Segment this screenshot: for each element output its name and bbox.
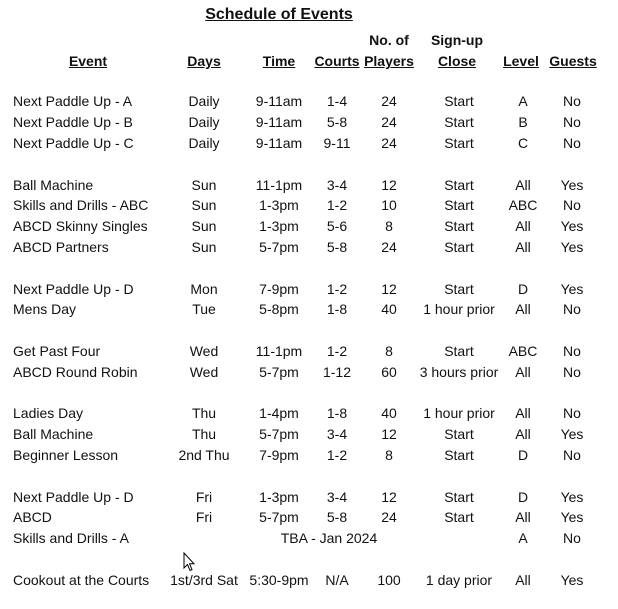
cell-days: Sun xyxy=(191,197,217,213)
header-signup-bottom: Close xyxy=(437,53,477,69)
cell-courts: 5-8 xyxy=(326,239,348,255)
cell-days: Daily xyxy=(188,114,220,130)
cell-courts: 1-8 xyxy=(326,405,348,421)
cell-players: 24 xyxy=(381,239,397,255)
cell-courts: 1-2 xyxy=(326,281,348,297)
cell-courts: 5-6 xyxy=(326,218,348,234)
cell-time: 5-7pm xyxy=(259,509,299,525)
cell-days: Daily xyxy=(188,93,220,109)
cell-courts: 1-2 xyxy=(326,197,348,213)
header-event: Event xyxy=(68,53,108,69)
cell-time: 9-11am xyxy=(255,135,303,151)
cell-courts: 1-2 xyxy=(326,447,348,463)
cell-level: All xyxy=(515,426,531,442)
cell-event: Next Paddle Up - A xyxy=(13,93,133,109)
cell-guests: Yes xyxy=(560,218,584,234)
table-row xyxy=(0,487,618,508)
cell-level: C xyxy=(517,135,529,151)
cell-time: 7-9pm xyxy=(259,281,299,297)
cell-level: All xyxy=(515,405,531,421)
cell-guests: No xyxy=(563,301,581,317)
table-row xyxy=(0,279,618,300)
cell-signup: 1 hour prior xyxy=(423,301,495,317)
cell-time: 1-3pm xyxy=(259,197,299,213)
cell-players: 100 xyxy=(377,572,401,588)
table-row xyxy=(0,403,618,424)
cell-players: 10 xyxy=(381,197,397,213)
cell-days: Mon xyxy=(190,281,218,297)
cell-time: 11-1pm xyxy=(255,177,303,193)
cell-courts: 3-4 xyxy=(326,177,348,193)
cell-time: 5-7pm xyxy=(259,426,299,442)
table-row xyxy=(0,216,618,237)
cell-event: Mens Day xyxy=(13,301,77,317)
header-courts: Courts xyxy=(314,53,360,69)
cell-level: All xyxy=(515,301,531,317)
cell-players: 8 xyxy=(385,218,393,234)
cell-days: Sun xyxy=(191,239,217,255)
cell-signup: Start xyxy=(444,197,474,213)
cell-level: D xyxy=(517,281,529,297)
cell-days: Fri xyxy=(195,509,213,525)
cell-time: 5-8pm xyxy=(259,301,299,317)
cell-guests: No xyxy=(563,447,581,463)
cell-players: 60 xyxy=(381,364,397,380)
table-row xyxy=(0,237,618,258)
cell-signup: Start xyxy=(444,447,474,463)
cell-guests: No xyxy=(563,93,581,109)
cell-guests: No xyxy=(563,197,581,213)
cell-level: ABC xyxy=(508,197,538,213)
cell-event: Beginner Lesson xyxy=(13,447,119,463)
cell-time: 5-7pm xyxy=(259,364,299,380)
cell-event: ABCD Partners xyxy=(13,239,109,255)
cell-guests: No xyxy=(563,405,581,421)
cell-players: 8 xyxy=(385,343,393,359)
cell-event: ABCD Round Robin xyxy=(13,364,138,380)
cell-level: All xyxy=(515,572,531,588)
cell-signup: 1 day prior xyxy=(425,572,493,588)
cell-guests: Yes xyxy=(560,572,584,588)
cell-days: Tue xyxy=(192,301,216,317)
cell-courts: 1-2 xyxy=(326,343,348,359)
table-row xyxy=(0,133,618,154)
cell-courts: 1-12 xyxy=(322,364,352,380)
cell-signup: Start xyxy=(444,343,474,359)
cell-signup: Start xyxy=(444,509,474,525)
cell-signup: Start xyxy=(444,114,474,130)
cell-guests: No xyxy=(563,114,581,130)
table-row xyxy=(0,528,618,549)
cell-signup: Start xyxy=(444,281,474,297)
cell-time: 9-11am xyxy=(255,93,303,109)
cell-courts: 5-8 xyxy=(326,509,348,525)
table-row xyxy=(0,341,618,362)
cell-days: Fri xyxy=(195,489,213,505)
header-days: Days xyxy=(187,53,221,69)
cell-guests: No xyxy=(563,364,581,380)
cell-days: Thu xyxy=(191,426,217,442)
cell-signup: Start xyxy=(444,239,474,255)
cell-guests: Yes xyxy=(560,426,584,442)
cell-players: 40 xyxy=(381,301,397,317)
cell-signup: Start xyxy=(444,135,474,151)
cell-players: 12 xyxy=(381,177,397,193)
cell-level: D xyxy=(517,489,529,505)
cell-days: Wed xyxy=(189,343,219,359)
cell-players: 24 xyxy=(381,135,397,151)
cell-days: Sun xyxy=(191,177,217,193)
cell-time: 5:30-9pm xyxy=(249,572,309,588)
cell-courts: N/A xyxy=(325,572,349,588)
cell-event: Next Paddle Up - B xyxy=(13,114,133,130)
cell-courts: 1-8 xyxy=(326,301,348,317)
cell-guests: Yes xyxy=(560,489,584,505)
cell-level: All xyxy=(515,364,531,380)
table-row xyxy=(0,570,618,591)
cell-players: 24 xyxy=(381,509,397,525)
header-players-top: No. of xyxy=(369,32,409,48)
table-row xyxy=(0,424,618,445)
header-time: Time xyxy=(262,53,296,69)
cell-guests: Yes xyxy=(560,177,584,193)
cell-time: 7-9pm xyxy=(259,447,299,463)
cell-time: 9-11am xyxy=(255,114,303,130)
cell-event: Ball Machine xyxy=(13,177,94,193)
cell-signup: Start xyxy=(444,426,474,442)
cell-courts: 1-4 xyxy=(326,93,348,109)
cell-event: Next Paddle Up - D xyxy=(13,281,134,297)
cell-signup: 1 hour prior xyxy=(423,405,495,421)
cell-level: D xyxy=(517,447,529,463)
cell-signup: Start xyxy=(444,489,474,505)
cell-level: All xyxy=(515,509,531,525)
table-row xyxy=(0,299,618,320)
table-row xyxy=(0,91,618,112)
cell-level: All xyxy=(515,177,531,193)
cell-level: ABC xyxy=(508,343,538,359)
header-players-bottom: Players xyxy=(364,53,414,69)
cell-guests: Yes xyxy=(560,509,584,525)
cell-event: Cookout at the Courts xyxy=(13,572,150,588)
cell-event: Ball Machine xyxy=(13,426,94,442)
cell-players: 40 xyxy=(381,405,397,421)
cell-players: 24 xyxy=(381,114,397,130)
cell-players: 12 xyxy=(381,426,397,442)
cell-level: A xyxy=(518,93,528,109)
cell-players: 12 xyxy=(381,489,397,505)
cell-courts: 9-11 xyxy=(323,135,351,151)
cell-level: A xyxy=(518,530,528,546)
cell-time: 1-3pm xyxy=(259,218,299,234)
cell-time: 5-7pm xyxy=(259,239,299,255)
cell-courts: 5-8 xyxy=(326,114,348,130)
cell-signup: Start xyxy=(444,218,474,234)
cell-signup: 3 hours prior xyxy=(419,364,499,380)
table-row xyxy=(0,507,618,528)
cell-level: All xyxy=(515,218,531,234)
cell-days: 2nd Thu xyxy=(178,447,230,463)
table-row xyxy=(0,112,618,133)
table-row xyxy=(0,195,618,216)
cell-time: 1-4pm xyxy=(259,405,299,421)
cell-event: Get Past Four xyxy=(13,343,101,359)
cell-level: B xyxy=(518,114,528,130)
cell-event: Next Paddle Up - C xyxy=(13,135,134,151)
cell-signup: Start xyxy=(444,177,474,193)
cell-players: 24 xyxy=(381,93,397,109)
cell-days: Sun xyxy=(191,218,217,234)
cell-players: 12 xyxy=(381,281,397,297)
cell-courts: 3-4 xyxy=(326,489,348,505)
cell-note: TBA - Jan 2024 xyxy=(280,530,378,546)
cell-event: Next Paddle Up - D xyxy=(13,489,134,505)
cell-guests: No xyxy=(563,530,581,546)
cell-time: 1-3pm xyxy=(259,489,299,505)
cell-days: Wed xyxy=(189,364,219,380)
cell-time: 11-1pm xyxy=(255,343,303,359)
cell-guests: Yes xyxy=(560,239,584,255)
cell-guests: No xyxy=(563,343,581,359)
cell-guests: Yes xyxy=(560,281,584,297)
cell-days: 1st/3rd Sat xyxy=(170,572,238,588)
table-row xyxy=(0,362,618,383)
table-row xyxy=(0,445,618,466)
cell-event: ABCD Skinny Singles xyxy=(13,218,148,234)
header-guests: Guests xyxy=(549,53,597,69)
header-signup-top: Sign-up xyxy=(430,32,484,48)
cell-players: 8 xyxy=(385,447,393,463)
cell-courts: 3-4 xyxy=(326,426,348,442)
cell-event: Ladies Day xyxy=(13,405,84,421)
table-row xyxy=(0,175,618,196)
header-level: Level xyxy=(503,53,539,69)
page-title: Schedule of Events xyxy=(205,6,353,23)
cell-guests: No xyxy=(563,135,581,151)
cell-days: Daily xyxy=(188,135,220,151)
mouse-cursor-icon xyxy=(183,552,195,572)
cell-days: Thu xyxy=(191,405,217,421)
cell-level: All xyxy=(515,239,531,255)
cell-event: ABCD xyxy=(13,509,52,525)
cell-event: Skills and Drills - ABC xyxy=(13,197,149,213)
cell-signup: Start xyxy=(444,93,474,109)
cell-event: Skills and Drills - A xyxy=(13,530,129,546)
